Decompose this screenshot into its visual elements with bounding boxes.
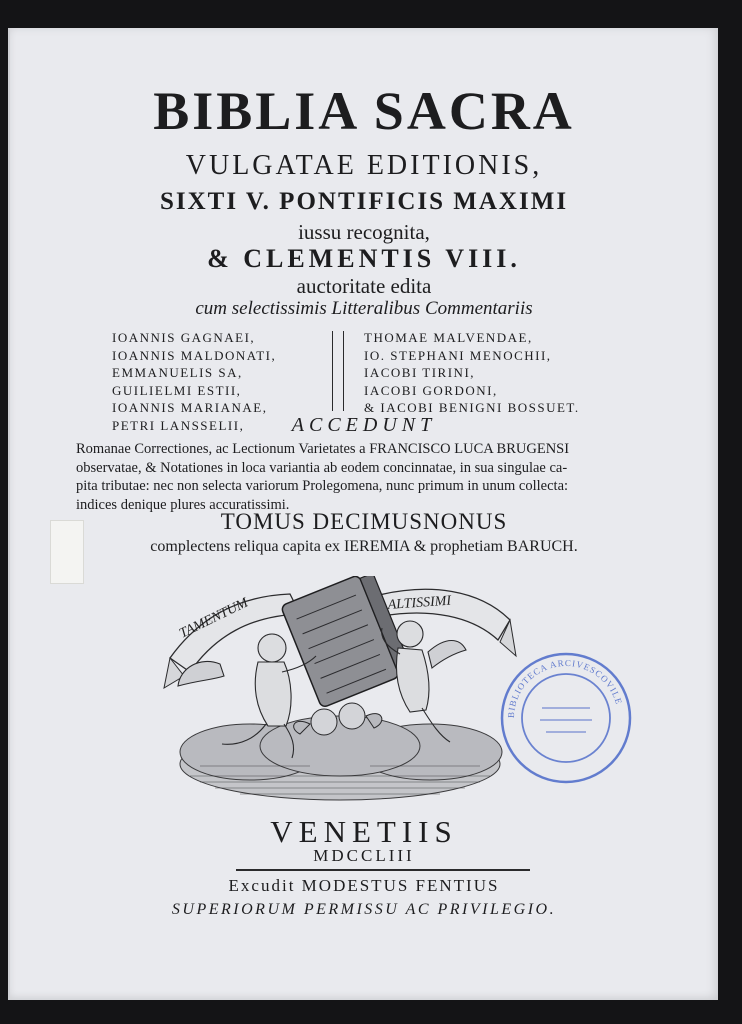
divider-bar — [343, 331, 344, 411]
commentator: IACOBI GORDONI, — [364, 382, 498, 398]
subtitle-vulgatae: VULGATAE EDITIONIS, — [185, 150, 543, 181]
paragraph-line: pita tributae: nec non selecta variorum Prolegomena, nunc primum in unum collecta: — [76, 478, 569, 494]
commentator: EMMANUELIS SA, — [112, 365, 243, 380]
imprint-rule — [236, 869, 530, 871]
commentator: & IACOBI BENIGNI BOSSUET. — [364, 400, 580, 415]
library-stamp — [498, 650, 634, 786]
line-clementis: & CLEMENTIS VIII. — [207, 244, 521, 273]
main-title: BIBLIA SACRA — [153, 81, 575, 141]
commentator: THOMAE MALVENDAE, — [364, 330, 533, 345]
divider-bar — [332, 331, 333, 411]
commentator: PETRI LANSSELII, — [112, 417, 245, 433]
line-commentaries: cum selectissimis Litteralibus Commentariis — [195, 298, 533, 319]
cloud — [180, 716, 502, 800]
commentators-right — [364, 329, 580, 417]
imprint-year: MDCCLIII — [313, 846, 415, 865]
commentator: IOANNIS MALDONATI, — [112, 347, 277, 363]
line-iussu: iussu recognita, — [298, 220, 430, 244]
engraving-angels-book — [160, 576, 520, 808]
imprint-privilege: SUPERIORUM PERMISSU AC PRIVILEGIO. — [171, 901, 557, 918]
commentator: IOANNIS MARIANAE, — [112, 400, 268, 415]
paragraph-line: observatae, & Notationes in loca variantia ab eodem concinnatae, in sua singulae ca- — [76, 459, 568, 476]
paragraph-line: Romanae Correctiones, ac Lectionum Varietates a FRANCISCO LUCA BRUGENSI — [76, 441, 570, 457]
commentator: GUILIELMI ESTII, — [112, 382, 242, 398]
stamp-ring-text: BIBLIOTECA ARCIVESCOVILE — [505, 657, 625, 719]
accedunt-heading: ACCEDUNT — [291, 414, 437, 436]
contents-paragraph — [76, 440, 638, 514]
line-auctoritate: auctoritate edita — [296, 274, 432, 298]
imprint-place: VENETIIS — [270, 814, 458, 849]
ribbon-text-right: ALTISSIMI — [387, 593, 452, 613]
commentator: IACOBI TIRINI, — [364, 365, 476, 380]
volume-contents: complectens reliqua capita ex IEREMIA & prophetiam BARUCH. — [150, 538, 578, 555]
ribbon-text-left: TAMENTUM — [177, 595, 251, 642]
commentator: IOANNIS GAGNAEI, — [112, 330, 256, 345]
title-page — [8, 28, 718, 1000]
commentator: IO. STEPHANI MENOCHII, — [364, 347, 552, 363]
paragraph-line: indices denique plures accuratissimi. — [76, 496, 290, 513]
volume-title: TOMUS DECIMUSNONUS — [220, 509, 508, 534]
imprint-printer: Excudit MODESTUS FENTIUS — [228, 876, 500, 895]
subtitle-sixti: SIXTI V. PONTIFICIS MAXIMI — [159, 188, 569, 215]
